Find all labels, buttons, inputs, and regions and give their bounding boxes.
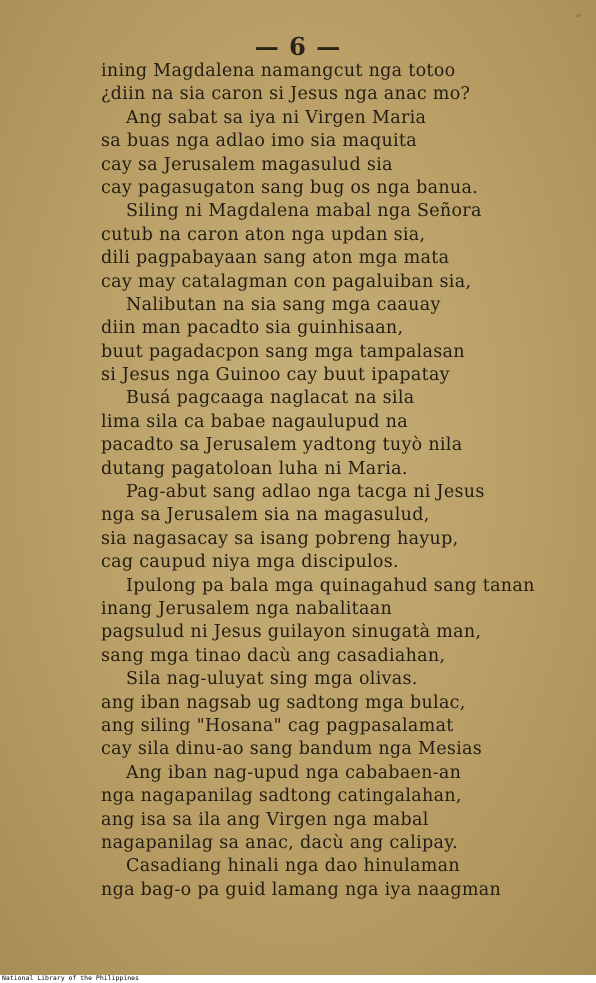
verse-line: nagapanilag sa anac, dacù ang calipay. (101, 832, 459, 853)
verse-line: cutub na caron aton nga updan sia, (101, 224, 426, 245)
verse-line: pacadto sa Jerusalem yadtong tuyò nila (101, 435, 463, 456)
verse-line: inang Jerusalem nga nabalitaan (101, 598, 393, 619)
verse-line: ining Magdalena namangcut nga totoo (101, 61, 456, 81)
verse-line: dutang pagatoloan luha ni Maria. (101, 458, 408, 479)
verse-line: cag caupud niya mga discipulos. (101, 552, 399, 573)
verse-line: sang mga tinao dacù ang casadiahan, (101, 645, 446, 666)
verse-line: cay sa Jerusalem magasulud sia (101, 154, 393, 175)
verse-line: cay sila dinu-ao sang bandum nga Mesias (101, 739, 483, 760)
verse-line: lima sila ca babae nagaulupud na (101, 411, 408, 432)
verse-line: pagsulud ni Jesus guilayon sinugatà man, (101, 622, 482, 643)
verse-line: Ipulong pa bala mga quinagahud sang tanan (126, 575, 535, 596)
footer-label: National Library of the Philippines (2, 974, 139, 982)
verse-line: si Jesus nga Guinoo cay buut ipapatay (101, 365, 450, 386)
verse-line: Ang iban nag-upud nga cababaen-an (126, 762, 462, 783)
verse-line: nga bag-o pa guid lamang nga iya naagman (101, 879, 502, 900)
page-number: — 6 — (254, 32, 342, 61)
verse-line: Pag-abut sang adlao nga tacga ni Jesus (126, 482, 485, 503)
verse-line: cay pagasugaton sang bug os nga banua. (101, 177, 479, 198)
verse-line: ang siling "Hosana" cag pagpasalamat (101, 715, 454, 736)
verse-line: sia nagasacay sa isang pobreng hayup, (101, 528, 459, 549)
verse-line: Busá pagcaaga naglacat na sila (126, 388, 415, 409)
footer-strip (0, 975, 596, 983)
verse-line: ang iban nagsab ug sadtong mga bulac, (101, 692, 466, 713)
verse-line: Nalibutan na sia sang mga caauay (126, 294, 441, 315)
verse-line: nga sa Jerusalem sia na magasulud, (101, 505, 430, 526)
verse-line: dili pagpabayaan sang aton mga mata (101, 248, 450, 269)
verse-line: Ang sabat sa iya ni Virgen Maria (126, 107, 427, 128)
verse-line: diin man pacadto sia guinhisaan, (101, 318, 404, 339)
verse-line: nga nagapanilag sadtong catingalahan, (101, 786, 462, 807)
verse-line: ¿diin na sia caron si Jesus nga anac mo? (101, 84, 471, 105)
verse-line: cay may catalagman con pagaluiban sia, (101, 271, 472, 292)
verse-line: Siling ni Magdalena mabal nga Señora (126, 201, 482, 222)
margin-mark: ⸗· (576, 11, 582, 21)
verse-block (101, 60, 581, 902)
verse-line: Casadiang hinali nga dao hinulaman (126, 856, 460, 877)
verse-line: Sila nag-uluyat sing mga olivas. (126, 669, 418, 690)
verse-line: buut pagadacpon sang mga tampalasan (101, 341, 465, 362)
verse-line: sa buas nga adlao imo sia maquita (101, 131, 417, 152)
verse-line: ang isa sa ila ang Virgen nga mabal (101, 809, 429, 830)
